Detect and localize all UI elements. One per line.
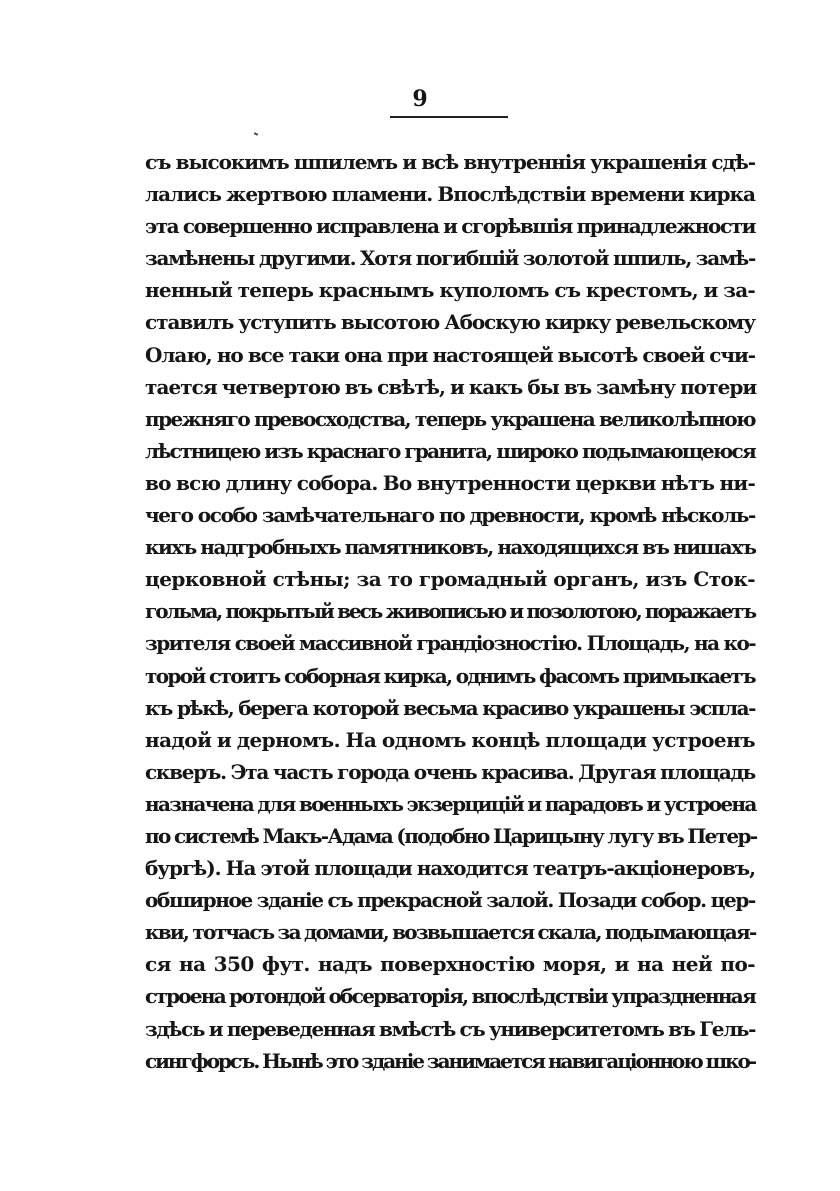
text-line: лались жертвою пламени. Впослѣдствіи времени кирка: [145, 182, 755, 207]
text-line: торой стоитъ соборная кирка, однимъ фасомъ примыкаетъ: [145, 663, 755, 688]
text-line: гольма, покрытый весь живописью и позолотою, поражаетъ: [145, 599, 755, 624]
text-line: съ высокимъ шпилемъ и всѣ внутреннія украшенія сдѣ-: [145, 150, 755, 174]
text-line: ставилъ уступить высотою Абоскую кирку ревельскому: [145, 310, 755, 335]
text-line: эта совершенно исправлена и сгорѣвшія принадлежности: [145, 214, 755, 239]
text-line: сингфорсъ. Нынѣ это зданіе занимается навигаціонною шко-: [145, 1048, 755, 1073]
text-line: назначена для военныхъ экзерцицій и парадовъ и устроена: [145, 791, 756, 816]
text-line: прежняго превосходства, теперь украшена великолѣпною: [145, 406, 755, 431]
body-text: [145, 146, 755, 1077]
text-line: во всю длину собора. Во внутренности церкви нѣтъ ни-: [145, 470, 755, 495]
text-line: чего особо замѣчательнаго по древности, кромѣ нѣсколь-: [145, 503, 755, 528]
text-line: кихъ надгробныхъ памятниковъ, находящихся въ нишахъ: [145, 535, 756, 560]
text-line: ненный теперь краснымъ куполомъ съ крестомъ, и за-: [145, 278, 755, 303]
text-line: скверъ. Эта часть города очень красива. Другая площадь: [145, 759, 755, 784]
text-line: Олаю, но все таки она при настоящей высотѣ своей счи-: [145, 342, 755, 367]
page-number: 9: [412, 86, 428, 112]
text-line: обширное зданіе съ прекрасной залой. Позади собор. цер-: [145, 888, 755, 913]
text-line: здѣсь и переведенная вмѣстѣ съ университетомъ въ Гель-: [145, 1016, 756, 1041]
text-line: зрителя своей массивной грандіозностію. Площадь, на ко-: [145, 631, 755, 656]
text-line: лѣстницею изъ краснаго гранита, широко подымающеюся: [145, 438, 755, 463]
text-line: кви, тотчасъ за домами, возвышается скала, подымающая-: [145, 920, 756, 945]
text-line: бургѣ). На этой площади находится театръ-акціонеровъ,: [145, 856, 755, 881]
header-rule: [390, 116, 508, 118]
text-line: замѣнены другими. Хотя погибшій золотой шпиль, замѣ-: [145, 246, 755, 271]
text-line: церковной стѣны; за то громадный органъ, изъ Сток-: [145, 567, 755, 592]
print-speck: [254, 132, 258, 136]
text-line: ся на 350 фут. надъ поверхностію моря, и на ней по-: [145, 952, 755, 977]
text-line: по системѣ Макъ-Адама (подобно Царицыну лугу въ Петер-: [145, 823, 757, 848]
text-line: къ рѣкѣ, берега которой весьма красиво украшены эспла-: [145, 695, 755, 720]
text-line: надой и дерномъ. На одномъ концѣ площади устроенъ: [145, 727, 755, 752]
text-line: тается четвертою въ свѣтѣ, и какъ бы въ замѣну потери: [145, 374, 757, 399]
text-line: строена ротондой обсерваторія, впослѣдствіи упраздненная: [145, 984, 756, 1009]
